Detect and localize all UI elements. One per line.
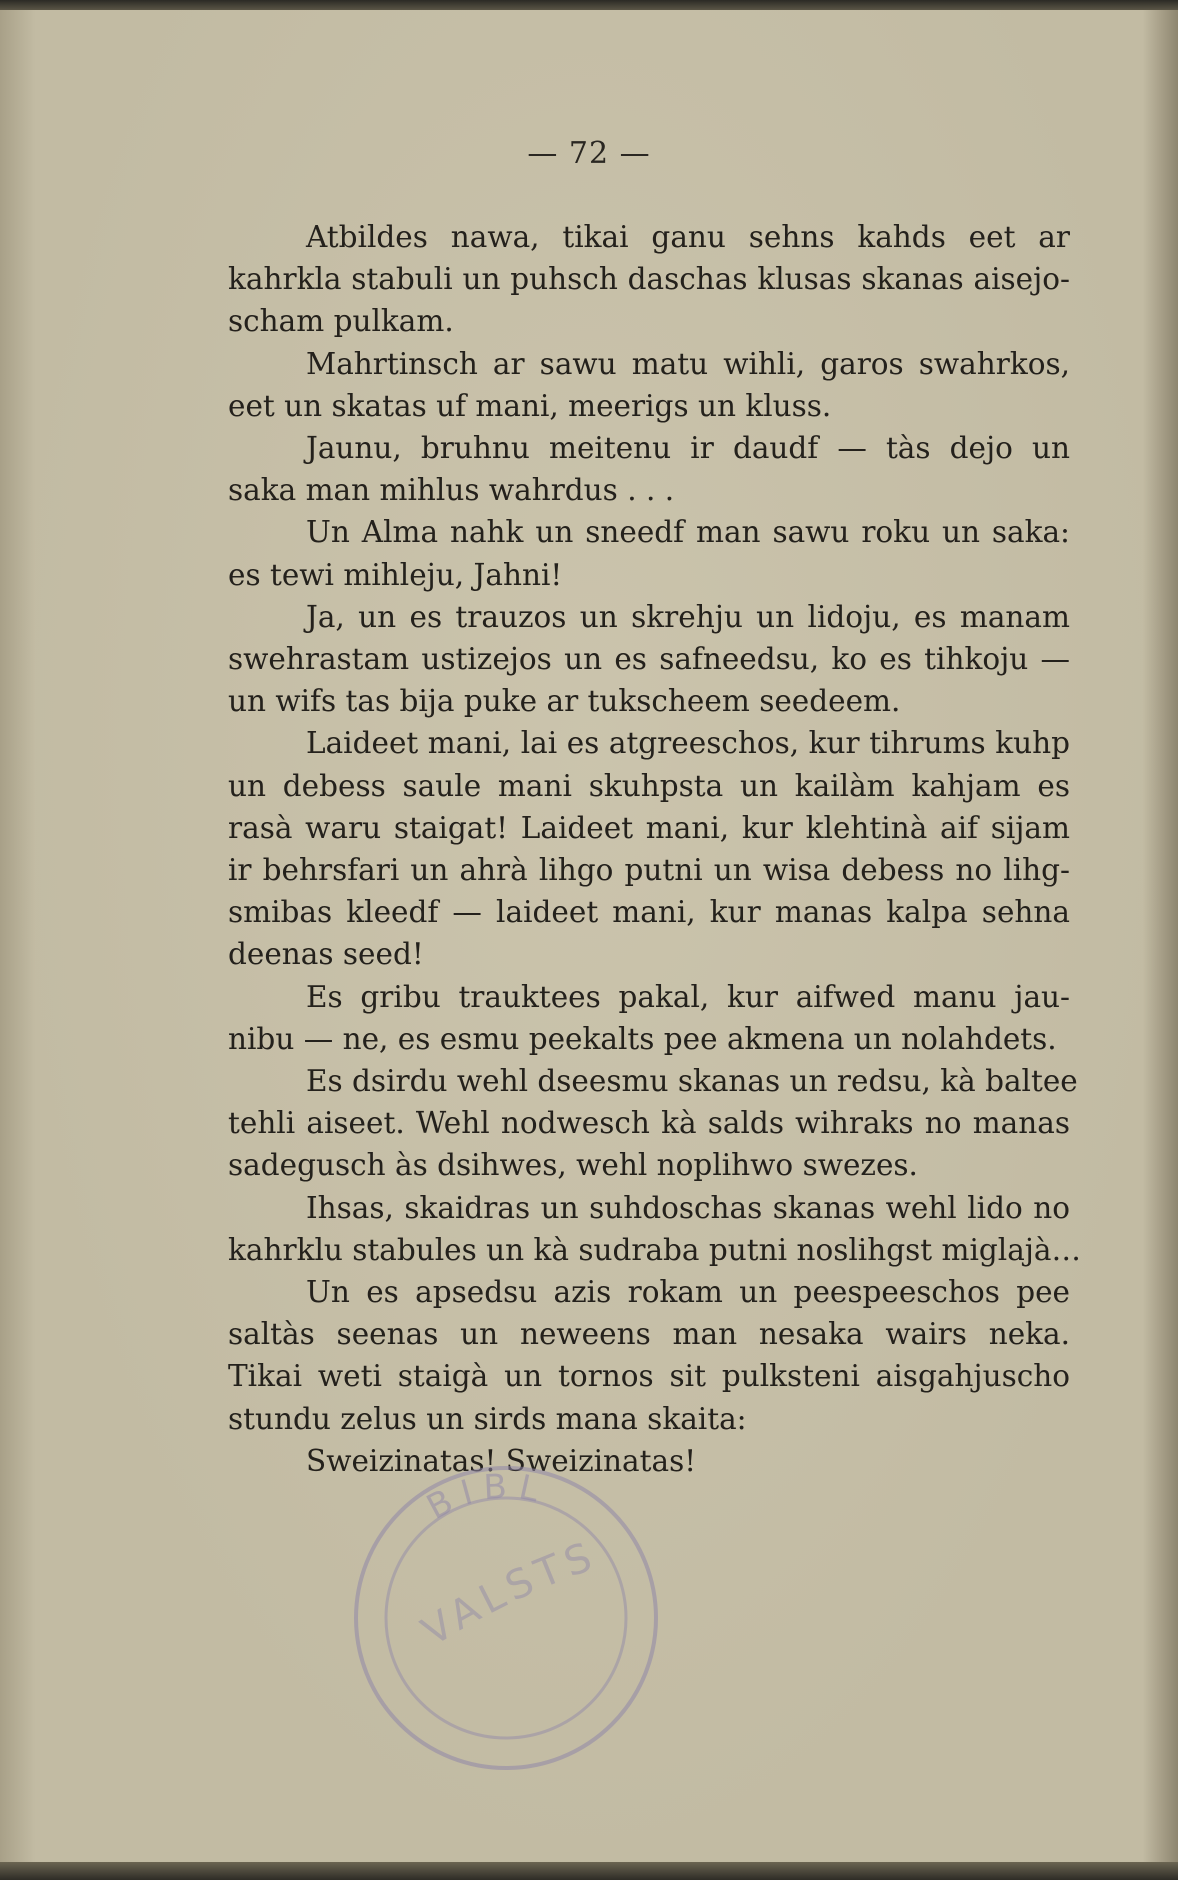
text-line: Jaunu, bruhnu meitenu ir daudf — tàs dejo un (306, 431, 1070, 466)
text-line: Es dsirdu wehl dseesmu skanas un redsu, kà baltee (306, 1064, 1078, 1099)
text-line: Ja, un es trauzos un skrehju un lidoju, es manam (306, 599, 1070, 634)
stamp-outer-text: BIBL (420, 1466, 553, 1528)
text-line: rasà waru staigat! Laideet mani, kur klehtinà aif sijam (228, 810, 1070, 845)
text-line: nibu — ne, es esmu peekalts pee akmena un nolahdets. (228, 1021, 1057, 1056)
stamp-inner-text: VALSTS (414, 1532, 604, 1656)
text-line: Es gribu traukteeѕ pakal, kur aifwed manu jau- (306, 979, 1070, 1014)
text-line: ir behrsfari un ahrà lihgo putni un wisa debess no lihg- (228, 853, 1070, 888)
text-line: Atbildes nawa, tikai ganu sehns kahds eet ar (306, 220, 1070, 254)
text-line: smibas kleedf — laideet mani, kur manas kalpa sehna (228, 895, 1070, 930)
text-line: un wifs tas bija puke ar tukscheem seedeem. (228, 684, 901, 719)
body-text (228, 216, 1082, 1482)
text-line: saka man mihlus wahrdus . . . (228, 473, 675, 508)
text-line: Un es apsedsu azis rokam un peespeeschos pee (306, 1275, 1070, 1310)
text-line: Sweizinatas! Sweizinatas! (306, 1443, 697, 1478)
library-stamp (346, 1458, 666, 1778)
text-line: swehrastam ustizejos un es safneedsu, ko es tihkoju — (228, 642, 1070, 677)
text-line: es tewi mihleju, Jahni! (228, 557, 563, 592)
text-line: deenas seed! (228, 937, 424, 972)
text-line: Mahrtinsch ar sawu matu wihli, garos swahrkos, (306, 346, 1070, 381)
text-line: un debess saule mani skuhpsta un kailàm kahjam es (228, 768, 1070, 803)
text-line: scham pulkam. (228, 304, 454, 339)
text-line: eet un skatas uf mani, meerigs un kluss. (228, 388, 832, 423)
text-line: stundu zelus un sirds mana skaita: (228, 1401, 747, 1436)
text-line: saltàs seenas un neweens man nesaka wairs neka. (228, 1317, 1070, 1352)
text-line: Ihsas, skaidras un suhdoschas skanas wehl lido no (306, 1190, 1070, 1225)
text-line: Un Alma nahk un sneedf man sawu roku un saka: (306, 515, 1070, 550)
text-line: sadegusch às dsihwes, wehl noplihwo swezes. (228, 1148, 918, 1183)
text-line: Laideet mani, lai es atgreeschos, kur tihrums kuhp (306, 726, 1070, 761)
page-bottom-edge (0, 1862, 1178, 1880)
stamp-outer-ring (356, 1468, 656, 1768)
text-line: tehli aiseet. Wehl nodwesch kà salds wihraks no manas (228, 1106, 1070, 1141)
page-top-edge (0, 0, 1178, 10)
page-number: — 72 — (527, 136, 651, 171)
text-line: Tikai weti staigà un tornos sit pulksteni aisgahjuscho (228, 1359, 1070, 1394)
text-line: kahrkla stabuli un puhsch daschas klusas skanas aisejo- (228, 262, 1070, 297)
text-line: kahrklu stabules un kà sudraba putni noslihgst miglajà… (228, 1232, 1082, 1267)
